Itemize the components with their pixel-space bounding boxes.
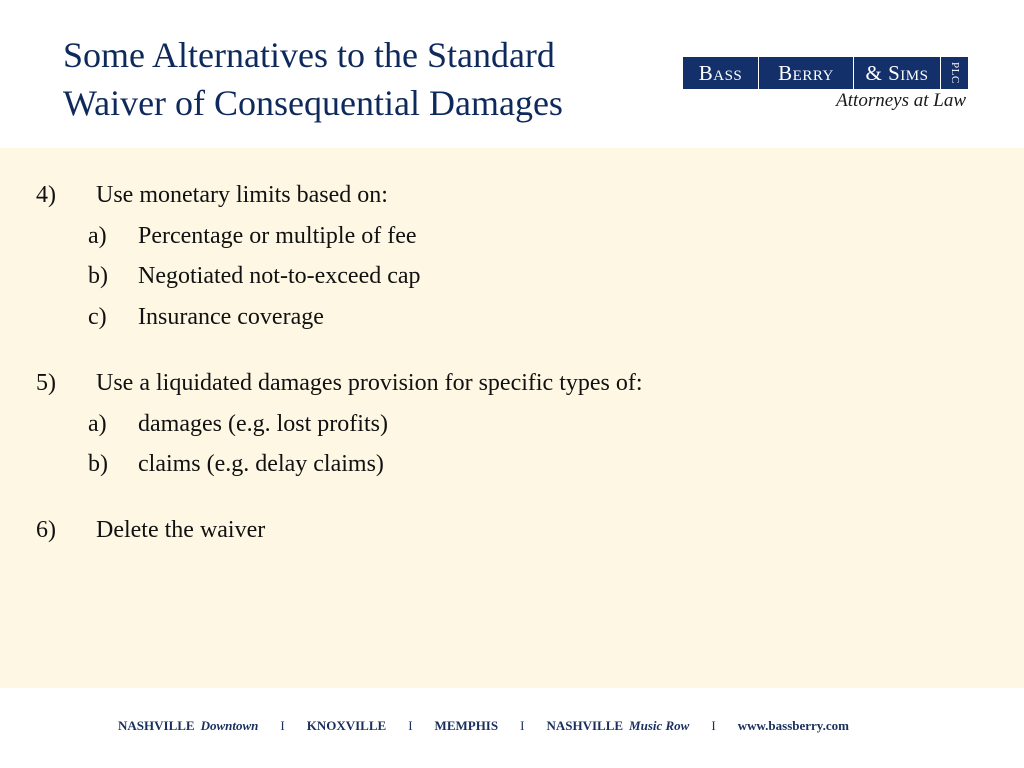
location-nashville-music-row xyxy=(546,718,689,734)
item-text: claims (e.g. delay claims) xyxy=(138,451,384,477)
firm-logo xyxy=(683,57,968,115)
website-link[interactable]: www.bassberry.com xyxy=(737,718,849,733)
item-number: 5) xyxy=(36,370,56,396)
location-name: NASHVILLE xyxy=(546,718,624,733)
item-text: Use monetary limits based on: xyxy=(96,182,388,208)
item-number: a) xyxy=(88,411,107,437)
separator: I xyxy=(520,718,525,733)
title-line-1: Some Alternatives to the Standard xyxy=(63,35,555,75)
item-text: Delete the waiver xyxy=(96,517,266,543)
content-panel xyxy=(0,148,1024,688)
item-text: Negotiated not-to-exceed cap xyxy=(138,263,421,289)
location-sub: Music Row xyxy=(629,718,690,733)
item-number: b) xyxy=(88,263,108,289)
item-text: damages (e.g. lost profits) xyxy=(138,411,388,437)
logo-word-sims: & Sims xyxy=(854,57,941,89)
item-number: 6) xyxy=(36,517,56,543)
item-number: a) xyxy=(88,223,107,249)
separator: I xyxy=(280,718,285,733)
office-locations xyxy=(118,718,849,734)
logo-word-bass: Bass xyxy=(683,57,759,89)
item-text: Insurance coverage xyxy=(138,304,324,330)
item-text: Percentage or multiple of fee xyxy=(138,223,417,249)
title-line-2: Waiver of Consequential Damages xyxy=(63,83,563,123)
logo-plc: PLC xyxy=(941,57,968,89)
location-nashville-downtown xyxy=(118,718,258,734)
separator: I xyxy=(408,718,413,733)
item-text: Use a liquidated damages provision for specific types of: xyxy=(96,370,643,396)
separator: I xyxy=(711,718,716,733)
location-name: NASHVILLE xyxy=(118,718,195,733)
location-knoxville: KNOXVILLE xyxy=(306,718,387,733)
item-number: c) xyxy=(88,304,107,330)
location-sub: Downtown xyxy=(200,718,259,733)
footer-bar xyxy=(0,688,1024,768)
location-memphis: MEMPHIS xyxy=(434,718,499,733)
logo-tagline: Attorneys at Law xyxy=(836,90,966,111)
slide-title xyxy=(63,31,563,127)
item-number: 4) xyxy=(36,182,56,208)
logo-word-berry: Berry xyxy=(759,57,854,89)
item-number: b) xyxy=(88,451,108,477)
